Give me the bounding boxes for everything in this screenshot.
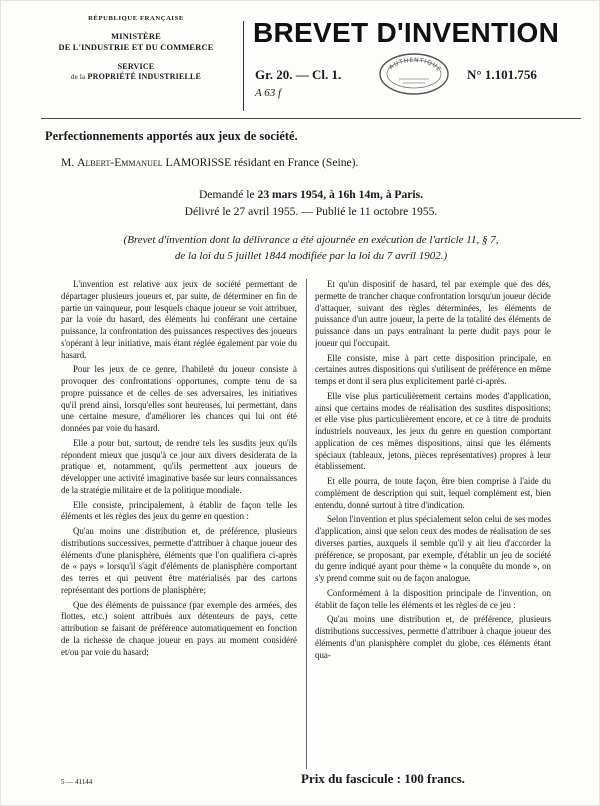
inventor-line: M. Albert-Emmanuel LAMORISSE résidant en France (Seine). [61, 156, 359, 169]
body-paragraph: Conformément à la disposition principale de l'invention, on établit de façon telle les éléments et les règles de ce jeu : [315, 587, 551, 610]
subclass: A 63 f [255, 87, 282, 99]
republic-label: RÉPUBLIQUE FRANÇAISE [88, 15, 184, 22]
body-text [61, 279, 581, 769]
body-paragraph: Elle a pour but, surtout, de rendre tels les susdits jeux qu'ils répondent mieux que jusqu'à ce jour aux divers desiderata de la pratique et, notamment, qu'ils permettent aux joueurs de développer une activité imaginative basée sur leurs connaissances de la stratégie militaire et de la politique mondiale. [61, 437, 297, 495]
filing-dates [41, 187, 581, 221]
svg-text:AUTHENTIQUE: AUTHENTIQUE [387, 56, 443, 74]
patent-number: N° 1.101.756 [467, 67, 537, 82]
requested-date: Demandé le 23 mars 1954, à 16h 14m, à Paris. [198, 188, 424, 201]
body-paragraph: Pour les jeux de ce genre, l'habileté du joueur consiste à provoquer des confrontations opportunes, compte tenu de sa propre puissance et de celles de ses adversaires, les initiatives qu'il prend ainsi, lorsqu'elles sont heureuses, lui permettant, dans une certaine mesure, d'améliorer les chances qui lui ont été données par voie du hasard. [61, 364, 297, 433]
right-column [315, 279, 551, 769]
body-paragraph: Elle vise plus particulièrement certains modes d'application, ainsi que certains modes de réalisation des susdites dispositions; et elle vise plus particulièrement encore, et ce à titre de produits industriels nouveaux, les jeux du genre en question comportant application de ces mêmes dispositions, ainsi que les éléments spéciaux (tableaux, jetons, pièces représentatives) propres à leur établissement. [315, 390, 551, 472]
inventor-name: Albert-Emmanuel LAMORISSE [77, 156, 232, 169]
print-code: 5 — 41144 [61, 778, 93, 786]
body-paragraph: Et qu'un dispositif de hasard, tel par exemple que des dés, permette de trancher chaque confrontation lorsqu'un joueur décide d'attaquer, suivant des règles déterminées, les éléments de puissance d'un autre joueur, la perte de la totalité des éléments de puissance dans un pays entraînant la perte dudit pays pour le joueur qui l'occupait. [315, 279, 551, 348]
body-paragraph: Qu'au moins une distribution et, de préférence, plusieurs distributions successives, permette d'attribuer à chaque joueur des éléments d'une planisphère, éléments que l'on qualifiera ci-après de « pays » lorsqu'il s'agit d'éléments de planisphère comportant des terres et qui peuvent être matérialisés par des cartons représentant des portions de planisphère; [61, 526, 297, 595]
classification: Gr. 20. — Cl. 1. [255, 67, 342, 82]
office-header [41, 15, 231, 82]
body-paragraph: Selon l'invention et plus spécialement selon celui de ses modes d'application, ainsi que selon ceux des modes de réalisation de ses diverses parties, auxquels il semble qu'il y ait lieu d'accorder la préférence, se proposant, par exemple, d'établir un jeu de société du genre indiqué ayant pour thème « la conquête du monde », on s'y prend comme suit ou de façon analogue. [315, 514, 551, 583]
ministry-label: MINISTÈRE DE L'INDUSTRIE ET DU COMMERCE [58, 32, 214, 52]
service-label: SERVICE de la PROPRIÉTÉ INDUSTRIELLE [70, 62, 202, 82]
body-paragraph: L'invention est relative aux jeux de société permettant de départager plusieurs joueurs et, par suite, de déterminer en fin de partie un vainqueur, pour lesquels chaque joueur se voit attribuer, par la voie du hasard, des éléments lui conférant une certaine puissance, la confrontation des puissances respectives des joueurs s'opérant à leur initiative, mais étant réglée également par voie du hasard. [61, 279, 297, 360]
header-rule [41, 118, 581, 119]
body-paragraph: Elle consiste, mise à part cette disposition principale, en certaines autres dispositions qui s'utilisent de préférence en même temps et dont il sera plus explicitement parlé ci-après. [315, 352, 551, 386]
body-paragraph: Et elle pourra, de toute façon, être bien comprise à l'aide du complément de description qui suit, lequel complément est, bien entendu, donné surtout à titre d'indication. [315, 476, 551, 510]
delivered-date: Délivré le 27 avril 1955. — Publié le 11 octobre 1955. [184, 204, 438, 218]
left-column [61, 279, 297, 769]
body-paragraph: Elle consiste, principalement, à établir de façon telle les éléments et les règles des jeux du genre en question : [61, 499, 297, 522]
header-divider [243, 21, 244, 111]
legal-note: (Brevet d'invention dont la délivrance a été ajournée en exécution de l'article 11, § 7, de la loi du 5 juillet 1844 modifiée par la loi du 7 avril 1902.) [123, 234, 499, 262]
column-divider [306, 279, 307, 769]
price-line: Prix du fascicule : 100 francs. [301, 771, 465, 786]
authentication-stamp-icon [377, 51, 451, 97]
document-title: BREVET D'INVENTION [253, 17, 560, 48]
patent-subject: Perfectionnements apportés aux jeux de société. [45, 129, 298, 143]
body-paragraph: Que des éléments de puissance (par exemple des armées, des flottes, etc.) soient attribués aux détenteurs de pays, cette attribution se faisant de préférence automatiquement en fonction de la richesse de chaque joueur en pays au moment considéré et/ou par voie du hasard; [61, 599, 297, 657]
body-paragraph: Qu'au moins une distribution et, de préférence, plusieurs distributions successives, permette d'attribuer à chaque joueur des éléments d'un planisphère complet du globe, ces éléments étant qua- [315, 614, 551, 660]
